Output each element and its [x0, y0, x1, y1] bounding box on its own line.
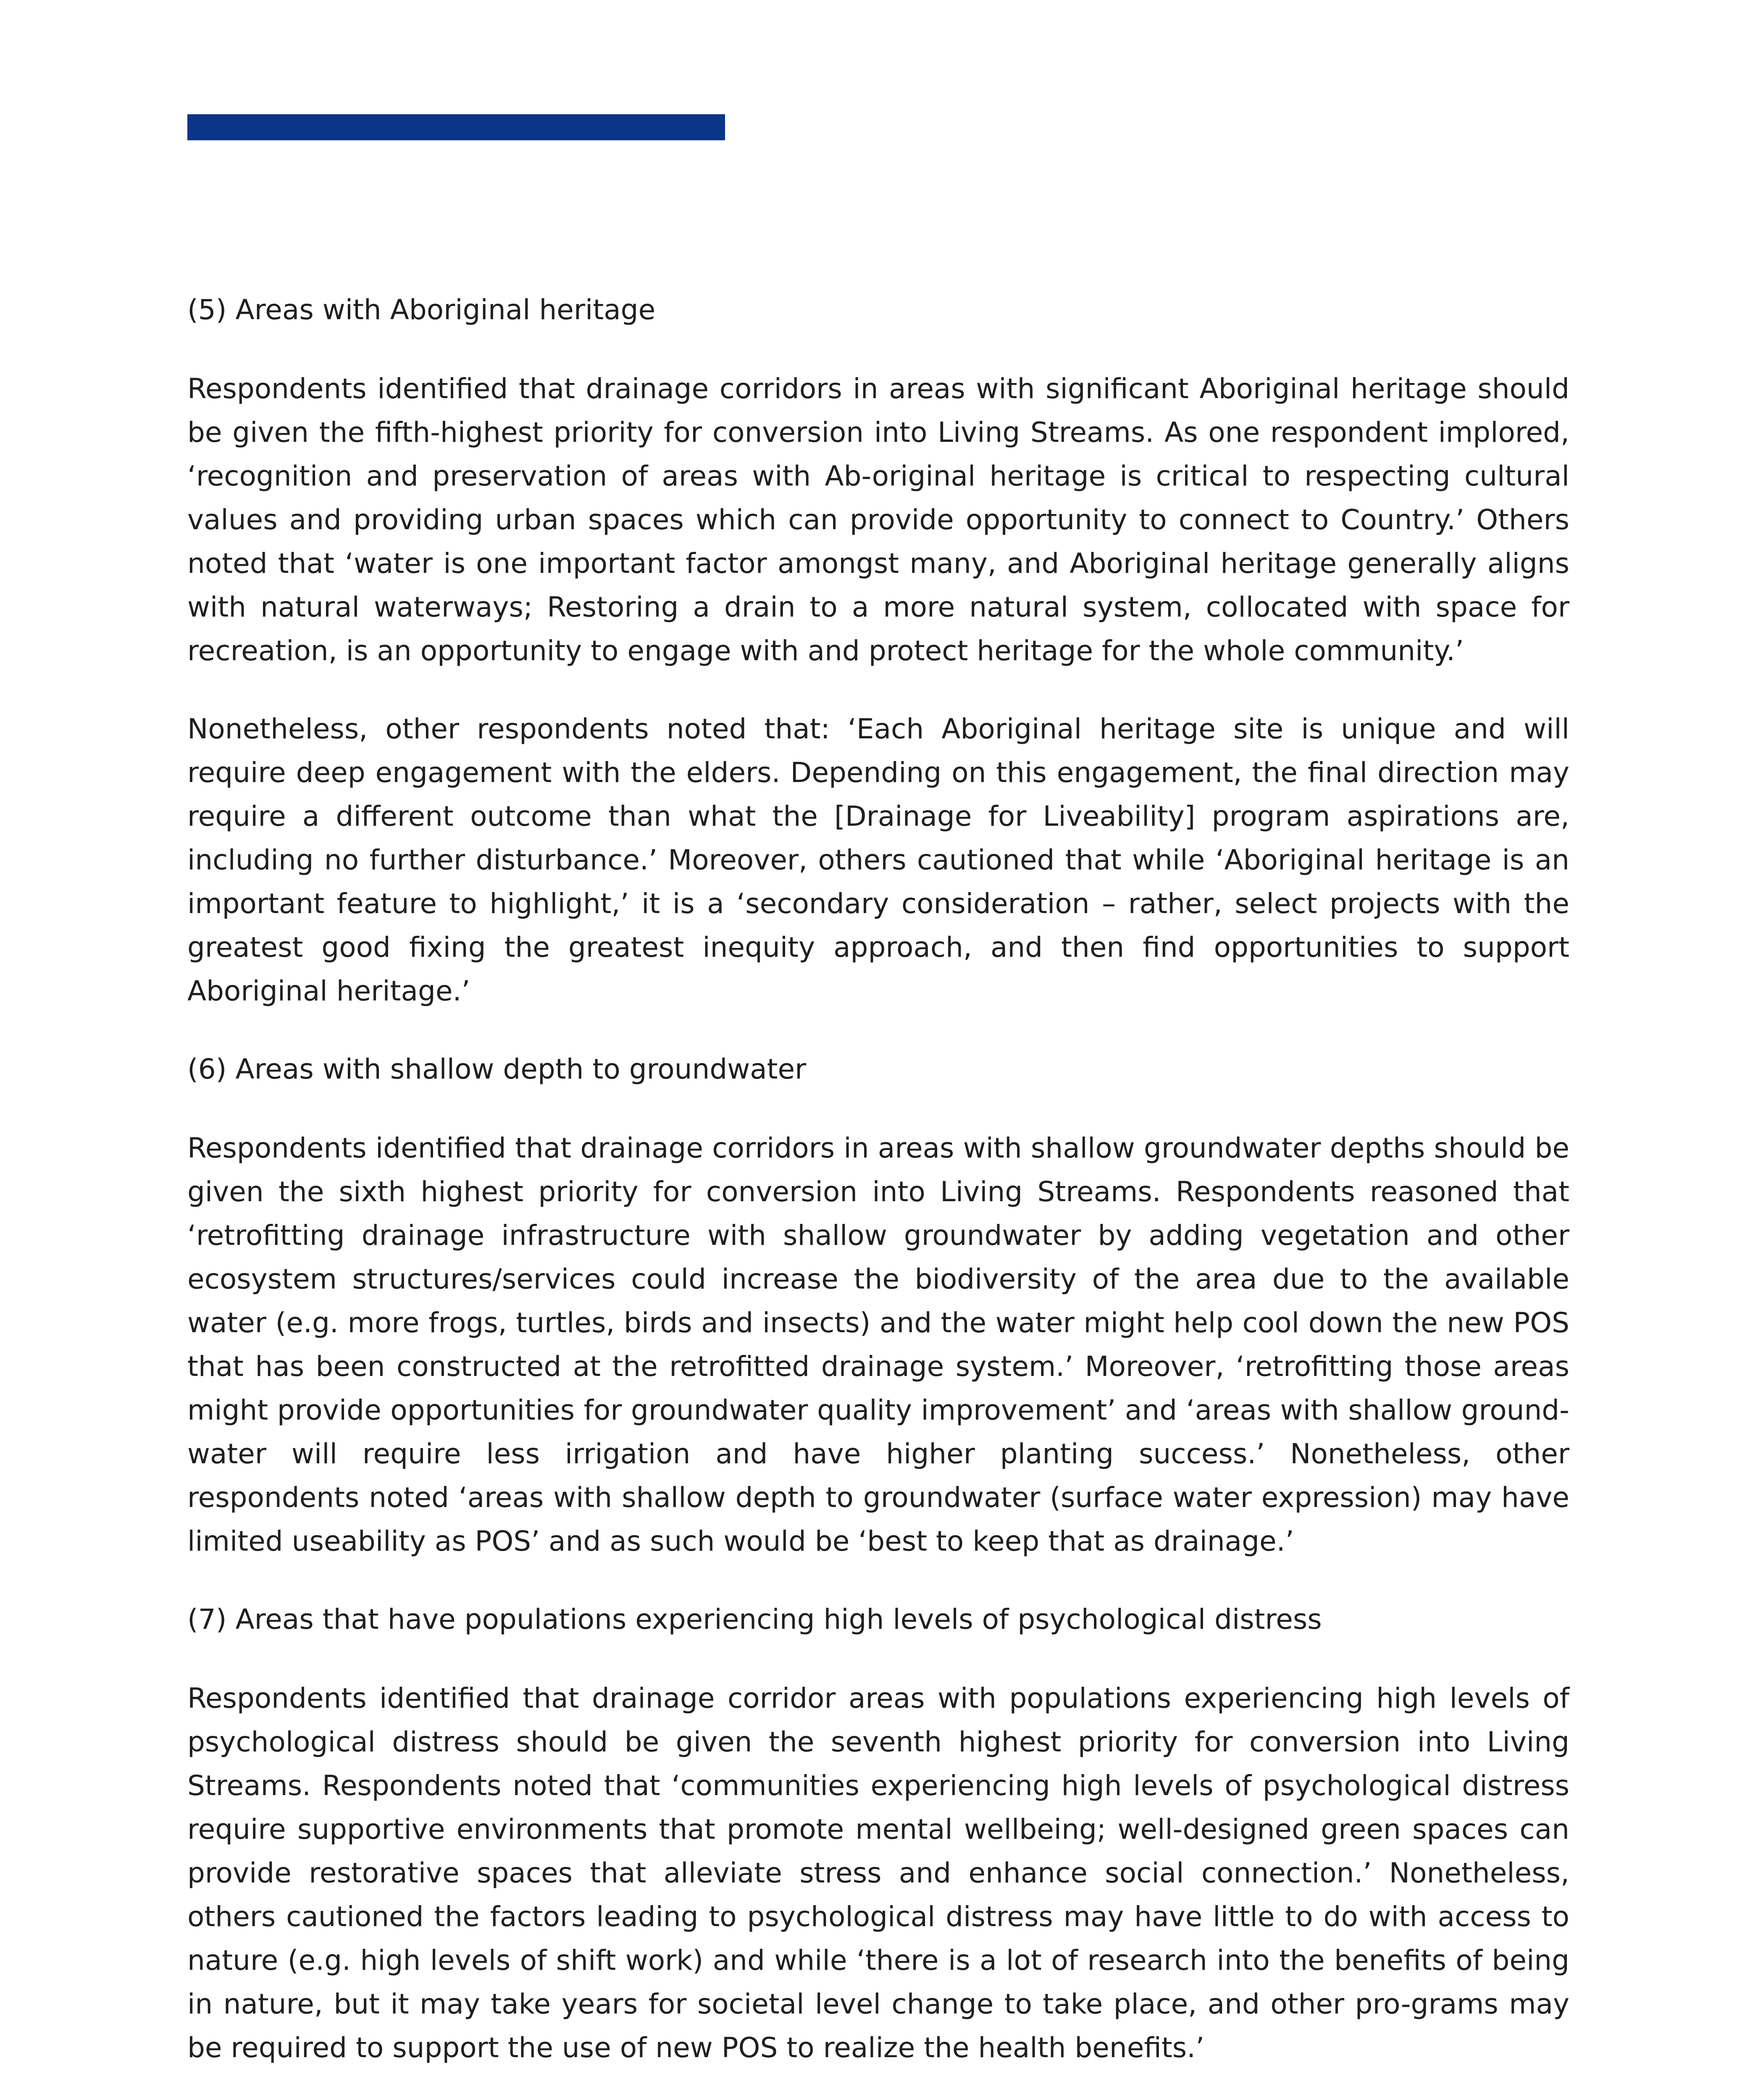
header-accent-bar [187, 114, 725, 140]
section-heading-aboriginal-heritage: (5) Areas with Aboriginal heritage [187, 294, 656, 326]
paragraph-psychological-distress-1: Respondents identified that drainage corridor areas with populations experiencing high levels of psychological distress should be given the seventh highest priority for conversion into Living Streams. Respondents noted that ‘communities experiencing high levels of psychological distress require supportive environments that promote mental wellbeing; well-designed green spaces can provide restorative spaces that alleviate stress and enhance social connection.’ Nonetheless, others cautioned the factors leading to psychological distress may have little to do with access to nature (e.g. high levels of shift work) and while ‘there is a lot of research into the benefits of being in nature, but it may take years for societal level change to take place, and other pro-grams may be required to support the use of new POS to realize the health benefits.’ [187, 1682, 1569, 2064]
section-heading-psychological-distress: (7) Areas that have populations experiencing high levels of psychological distress [187, 1603, 1322, 1635]
paragraph-aboriginal-heritage-1: Respondents identified that drainage corridors in areas with significant Aboriginal heritage should be given the fifth-highest priority for conversion into Living Streams. As one respondent implored, ‘recognition and preservation of areas with Ab-original heritage is critical to respecting cultural values and providing urban spaces which can provide opportunity to connect to Country.’ Others noted that ‘water is one important factor amongst many, and Aboriginal heritage generally aligns with natural waterways; Restoring a drain to a more natural system, collocated with space for recreation, is an opportunity to engage with and protect heritage for the whole community.’ [187, 373, 1569, 667]
paragraph-groundwater-1: Respondents identified that drainage corridors in areas with shallow groundwater depths should be given the sixth highest priority for conversion into Living Streams. Respondents reasoned that ‘retrofitting drainage infrastructure with shallow groundwater by adding vegetation and other ecosystem structures/services could increase the biodiversity of the area due to the available water (e.g. more frogs, turtles, birds and insects) and the water might help cool down the new POS that has been constructed at the retrofitted drainage system.’ Moreover, ‘retrofitting those areas might provide opportunities for groundwater quality improvement’ and ‘areas with shallow ground-water will require less irrigation and have higher planting success.’ Nonetheless, other respondents noted ‘areas with shallow depth to groundwater (surface water expression) may have limited useability as POS’ and as such would be ‘best to keep that as drainage.’ [187, 1132, 1569, 1557]
section-heading-groundwater: (6) Areas with shallow depth to groundwater [187, 1053, 807, 1085]
document-body [187, 288, 1569, 2100]
paragraph-aboriginal-heritage-2: Nonetheless, other respondents noted that: ‘Each Aboriginal heritage site is unique and will require deep engagement with the elders. Depending on this engagement, the final direction may require a different outcome than what the [Drainage for Liveability] program aspirations are, including no further disturbance.’ Moreover, others cautioned that while ‘Aboriginal heritage is an important feature to highlight,’ it is a ‘secondary consideration – rather, select projects with the greatest good fixing the greatest inequity approach, and then find opportunities to support Aboriginal heritage.’ [187, 713, 1569, 1007]
